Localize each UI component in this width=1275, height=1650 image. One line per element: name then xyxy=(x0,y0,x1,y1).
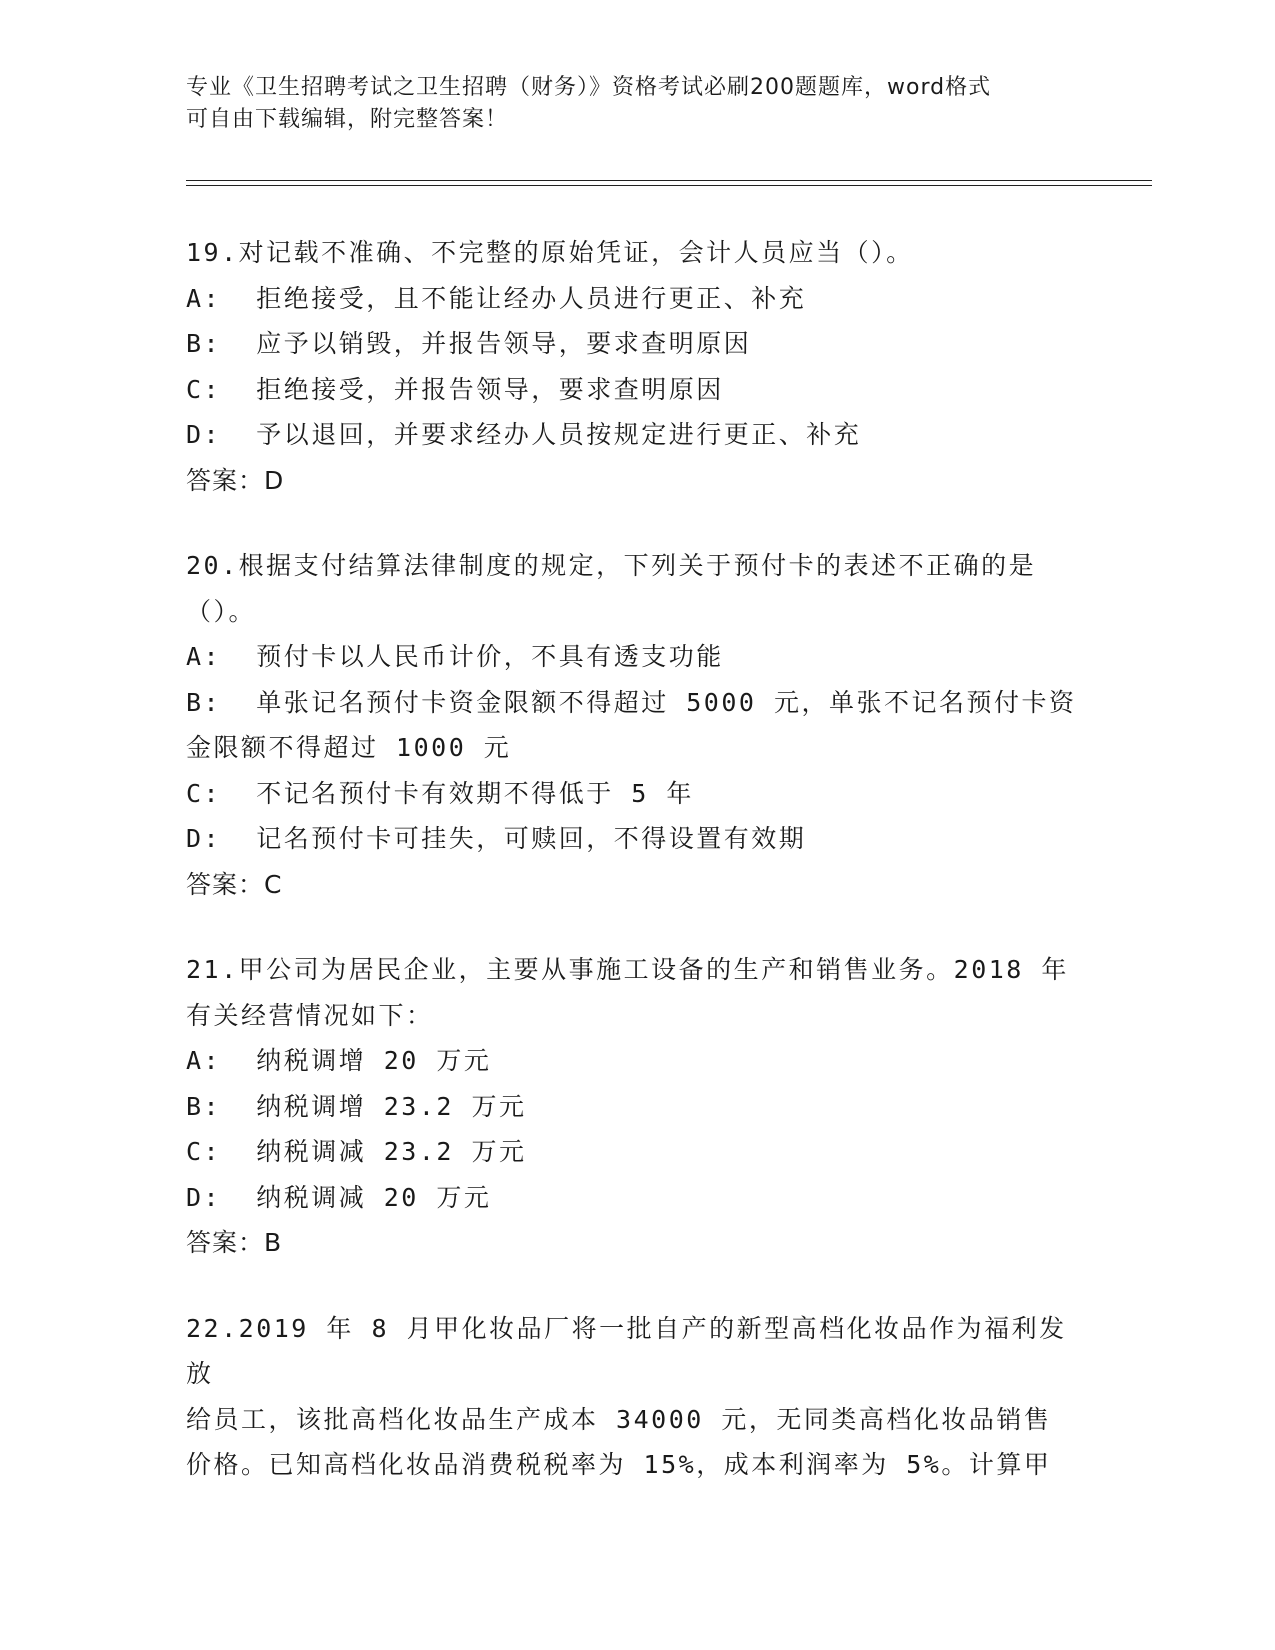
option-a: A: 预付卡以人民币计价，不具有透支功能 xyxy=(186,642,724,671)
question-19 xyxy=(186,230,1086,503)
header-line-1: 专业《卫生招聘考试之卫生招聘（财务）》资格考试必刷200题题库，word格式 xyxy=(186,75,992,100)
question-stem-cont: 给员工，该批高档化妆品生产成本 34000 元，无同类高档化妆品销售 xyxy=(186,1404,1052,1434)
question-stem: 19.对记载不准确、不完整的原始凭证，会计人员应当（）。 xyxy=(186,238,914,267)
option-b-cont: 金限额不得超过 1000 元 xyxy=(186,733,512,762)
question-stem-cont: 有关经营情况如下： xyxy=(186,1000,434,1030)
answer-line: 答案：C xyxy=(186,869,283,899)
option-d: D: 记名预付卡可挂失，可赎回，不得设置有效期 xyxy=(186,824,807,853)
question-stem: 20.根据支付结算法律制度的规定，下列关于预付卡的表述不正确的是 xyxy=(186,551,1037,580)
option-c: C: 不记名预付卡有效期不得低于 5 年 xyxy=(186,778,694,808)
document-header xyxy=(186,72,1066,136)
option-d: D: 予以退回，并要求经办人员按规定进行更正、补充 xyxy=(186,420,862,449)
option-a: A: 纳税调增 20 万元 xyxy=(186,1046,492,1075)
option-b: B: 纳税调增 23.2 万元 xyxy=(186,1091,527,1121)
question-stem: 22.2019 年 8 月甲化妆品厂将一批自产的新型高档化妆品作为福利发放 xyxy=(186,1313,1067,1388)
question-20 xyxy=(186,543,1086,907)
option-c: C: 纳税调减 23.2 万元 xyxy=(186,1137,527,1166)
option-b: B: 应予以销毁，并报告领导，要求查明原因 xyxy=(186,329,752,358)
option-b: B: 单张记名预付卡资金限额不得超过 5000 元，单张不记名预付卡资 xyxy=(186,687,1077,717)
header-divider-bottom xyxy=(186,185,1152,186)
header-line-2: 可自由下载编辑，附完整答案！ xyxy=(186,107,509,132)
option-c: C: 拒绝接受，并报告领导，要求查明原因 xyxy=(186,374,724,404)
question-stem-cont: （）。 xyxy=(186,596,257,626)
question-stem-cont: 价格。已知高档化妆品消费税税率为 15%，成本利润率为 5%。计算甲 xyxy=(186,1450,1052,1479)
option-d: D: 纳税调减 20 万元 xyxy=(186,1182,492,1212)
question-list xyxy=(186,230,1086,1528)
option-a: A: 拒绝接受，且不能让经办人员进行更正、补充 xyxy=(186,283,807,313)
question-21 xyxy=(186,947,1086,1266)
answer-line: 答案：B xyxy=(186,1228,283,1257)
question-22 xyxy=(186,1306,1086,1488)
question-stem: 21.甲公司为居民企业，主要从事施工设备的生产和销售业务。2018 年 xyxy=(186,955,1069,984)
answer-line: 答案：D xyxy=(186,465,285,495)
header-divider-top xyxy=(186,180,1152,181)
